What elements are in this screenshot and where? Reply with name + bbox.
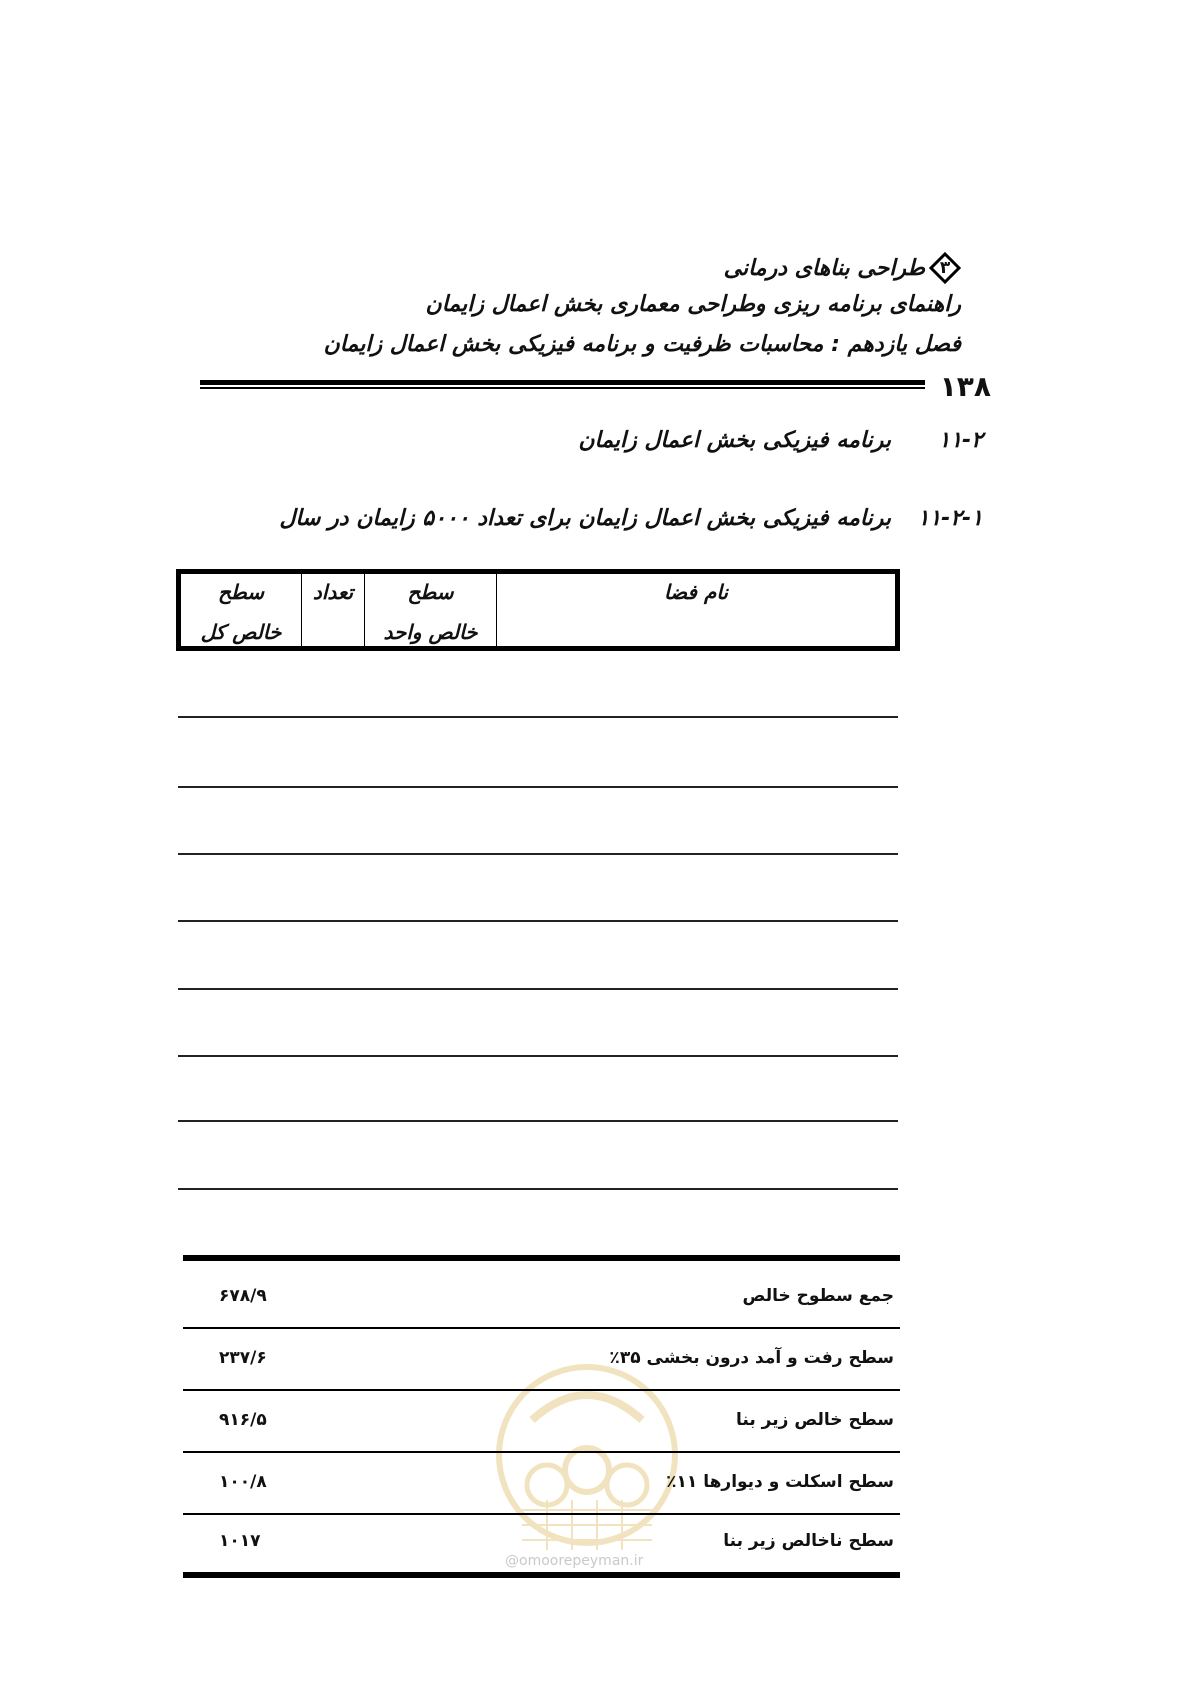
header-unit-area-line1: سطح xyxy=(407,580,454,604)
header-total-area-line1: سطح xyxy=(217,580,265,604)
table-row-rule xyxy=(178,786,898,788)
summary-label: سطح ناخالص زیر بنا xyxy=(723,1531,894,1551)
table-row-rule xyxy=(178,1055,898,1057)
summary-value: ۱۰۰/۸ xyxy=(219,1472,267,1492)
header-space-name xyxy=(496,574,895,646)
summary-value: ۶۷۸/۹ xyxy=(219,1286,267,1306)
summary-top-rule xyxy=(183,1255,900,1261)
series-title-text: طراحی بناهای درمانی xyxy=(723,255,925,281)
summary-value: ۹۱۶/۵ xyxy=(219,1410,267,1430)
table-row-rule xyxy=(178,716,898,718)
watermark-url: @omoorepeyman.ir xyxy=(505,1553,644,1569)
summary-row xyxy=(183,1451,900,1515)
summary-value: ۲۳۷/۶ xyxy=(219,1348,267,1368)
subsection-title: برنامه فیزیکی بخش اعمال زایمان برای تعداد ۵۰۰۰ زایمان در سال xyxy=(279,506,891,531)
summary-bottom-rule xyxy=(183,1572,900,1578)
summary-label: سطح رفت و آمد درون بخشی ۳۵٪ xyxy=(609,1348,894,1368)
subsection-number: ۱۱-۲-۱ xyxy=(917,506,983,531)
guide-title: راهنمای برنامه ریزی وطراحی معماری بخش اعمال زایمان xyxy=(425,292,961,317)
header-space-name-text: نام فضا xyxy=(663,580,728,604)
section-number: ۱۱-۲ xyxy=(938,428,983,453)
section-title: برنامه فیزیکی بخش اعمال زایمان xyxy=(578,428,891,453)
summary-row xyxy=(183,1327,900,1391)
header-rule xyxy=(200,380,925,390)
header-count-text: تعداد xyxy=(312,580,354,604)
header-unit-area-line2: خالص واحد xyxy=(383,620,478,644)
table-row-rule xyxy=(178,988,898,990)
table-row-rule xyxy=(178,853,898,855)
table-header xyxy=(176,569,900,651)
summary-label: جمع سطوح خالص xyxy=(742,1286,894,1306)
header-total-area xyxy=(181,574,301,646)
volume-number: ۳ xyxy=(939,258,951,278)
header-count xyxy=(301,574,364,646)
summary-value: ۱۰۱۷ xyxy=(219,1531,261,1551)
summary-label: سطح خالص زیر بنا xyxy=(736,1410,894,1430)
summary-row xyxy=(183,1510,900,1572)
table-row-rule xyxy=(178,920,898,922)
chapter-title: فصل یازدهم : محاسبات ظرفیت و برنامه فیزیکی بخش اعمال زایمان xyxy=(323,332,961,357)
header-total-area-line2: خالص کل xyxy=(200,620,282,644)
summary-row xyxy=(183,1265,900,1329)
volume-diamond-icon xyxy=(929,252,961,284)
header-unit-area xyxy=(364,574,496,646)
series-title xyxy=(724,252,961,284)
table-row-rule xyxy=(178,1188,898,1190)
table-row-rule xyxy=(178,1120,898,1122)
summary-label: سطح اسکلت و دیوارها ۱۱٪ xyxy=(666,1472,894,1492)
summary-row xyxy=(183,1389,900,1453)
page-number: ۱۳۸ xyxy=(939,370,991,403)
